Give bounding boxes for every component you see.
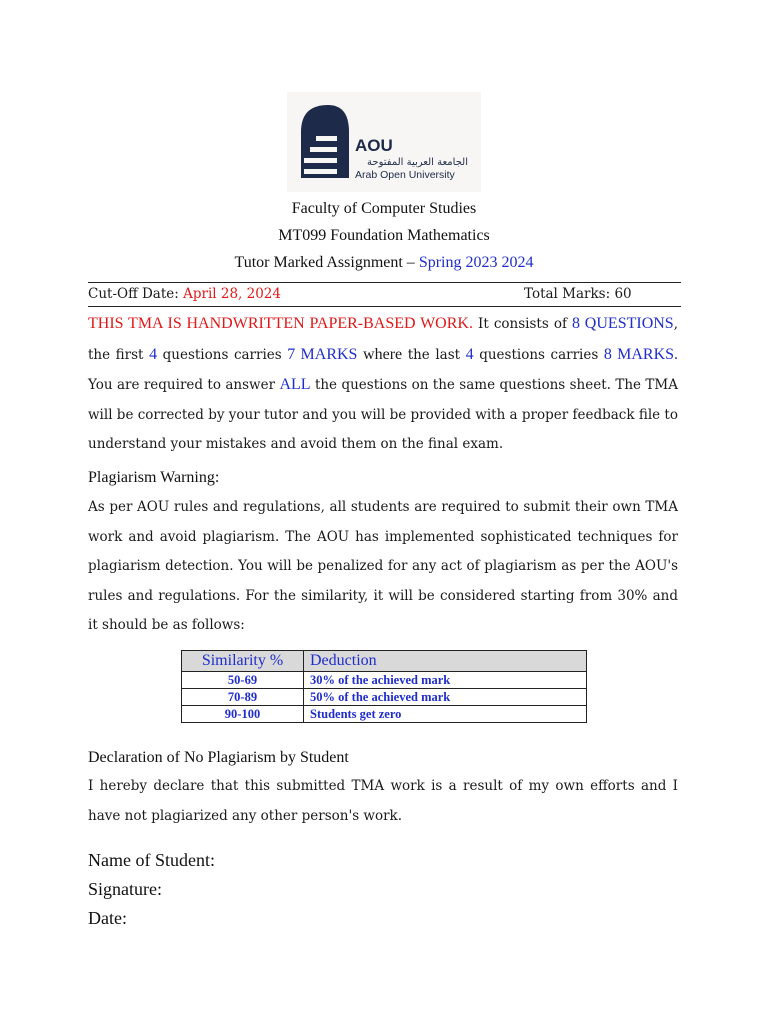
table-cell-range: 70-89 (182, 689, 304, 706)
marks-first: 7 MARKS (287, 345, 358, 363)
intro-text: , the first (88, 316, 678, 363)
table-cell-deduction: 50% of the achieved mark (304, 689, 587, 706)
aou-logo-mark (287, 92, 481, 192)
intro-text: questions carries (157, 346, 288, 363)
handwritten-warning: THIS TMA IS HANDWRITTEN PAPER-BASED WORK. (88, 315, 473, 332)
plagiarism-paragraph: As per AOU rules and regulations, all students are required to submit their own TMA work and avoid plagiarism. The AOU has implemented sophisticated techniques for plagiarism detection. You will be penalized for any act of plagiarism as per the AOU's rules and regulations. For the similarity, it will be considered starting from 30% and it should be as follows: (88, 499, 678, 633)
last-count: 4 (465, 345, 474, 363)
table-row (182, 672, 587, 689)
declaration-heading: Declaration of No Plagiarism by Student (88, 749, 349, 766)
all-word: ALL (279, 376, 311, 393)
table-row (182, 689, 587, 706)
intro-text: questions carries (473, 346, 604, 363)
logo-english-name: Arab Open University (355, 169, 455, 181)
cutoff-label: Cut-Off Date: (88, 286, 184, 302)
table-header-deduction: Deduction (304, 651, 587, 672)
date-field: Date: (88, 908, 127, 928)
plagiarism-heading: Plagiarism Warning: (88, 469, 220, 486)
signature-field: Signature: (88, 879, 162, 899)
intro-text: You are required to answer (88, 377, 280, 393)
declaration-paragraph: I hereby declare that this submitted TMA work is a result of my own efforts and I have not plagiarized any other person's work. (88, 778, 678, 824)
table-row (182, 706, 587, 723)
intro-text: the last (402, 346, 466, 363)
question-count: 8 QUESTIONS (572, 315, 674, 332)
divider-bottom (88, 306, 681, 307)
marks-last: 8 MARKS. (603, 345, 679, 363)
table-cell-range: 50-69 (182, 672, 304, 689)
student-name-field: Name of Student: (88, 850, 215, 870)
course-title: MT099 Foundation Mathematics (278, 227, 490, 244)
intro-text: the questions on the same questions sheet. The TMA will be corrected by your tutor and you will be provided with a proper feedback file to understand your mistakes and avoid them on the final exam. (88, 377, 678, 452)
table-header-similarity: Similarity % (182, 651, 304, 672)
cutoff-row (88, 285, 681, 305)
intro-text: It consists of (472, 316, 573, 332)
faculty-title: Faculty of Computer Studies (291, 200, 477, 217)
aou-logo (287, 92, 481, 192)
total-marks: Total Marks: 60 (524, 286, 632, 302)
logo-arabic-name: الجامعة العربية المفتوحة (367, 157, 468, 168)
intro-paragraph (88, 309, 678, 460)
table-cell-deduction: Students get zero (304, 706, 587, 723)
similarity-table (181, 650, 587, 723)
first-count: 4 (149, 345, 158, 363)
divider-top (88, 282, 681, 283)
table-cell-deduction: 30% of the achieved mark (304, 672, 587, 689)
assignment-title (0, 254, 768, 272)
where-word: where (363, 345, 403, 363)
table-cell-range: 90-100 (182, 706, 304, 723)
assignment-term: Spring 2023 2024 (418, 254, 534, 271)
table-header-row (182, 651, 587, 672)
cutoff-date: April 28, 2024 (183, 286, 281, 302)
assignment-prefix: Tutor Marked Assignment – (234, 254, 419, 271)
logo-wordmark: AOU (355, 136, 393, 155)
